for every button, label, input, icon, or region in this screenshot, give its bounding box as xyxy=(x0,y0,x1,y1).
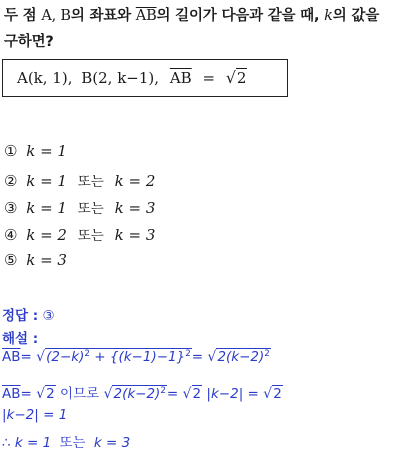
segment-ab: $\overline{AB}$ xyxy=(169,69,192,87)
segment-ab: $\overline{AB}$ xyxy=(2,386,21,402)
solution-line-1 xyxy=(2,349,271,365)
explanation-label: 해설 : xyxy=(2,331,39,347)
choice-3[interactable] xyxy=(4,197,155,217)
question-text: 의 좌표와 xyxy=(70,8,136,24)
sqrt-two: √2 xyxy=(263,386,282,402)
choice-1[interactable] xyxy=(4,142,67,160)
question-line-1 xyxy=(4,4,379,25)
sqrt-term: + {(k−1)−1} xyxy=(89,349,186,365)
sqrt-content: 2 xyxy=(273,386,282,402)
exponent: 2 xyxy=(264,349,270,360)
solution-line-4 xyxy=(2,431,130,451)
sqrt-term: 2(k−2) xyxy=(113,386,161,402)
solution-line-3 xyxy=(2,407,67,423)
equals-sign: = xyxy=(202,69,216,87)
sqrt-simplified: $√2(k-2)^2$ xyxy=(207,349,270,365)
equals-sign: = xyxy=(166,386,179,402)
exponent: 2 xyxy=(160,386,166,397)
sqrt-content: 2 xyxy=(236,69,247,87)
point-a: A(k, 1), xyxy=(17,69,73,87)
choice-expr: k = 3 xyxy=(114,199,156,217)
question-text: 구하면? xyxy=(4,34,54,50)
therefore-symbol: ∴ xyxy=(2,435,15,451)
variable-k: k xyxy=(324,8,333,24)
question-text: 의 값을 xyxy=(332,8,380,24)
solution-value: k = 3 xyxy=(93,435,131,451)
exponent: 2 xyxy=(185,349,191,360)
sqrt-two: √2 xyxy=(36,386,55,402)
equals-sign: = xyxy=(20,386,32,402)
answer-value: ③ xyxy=(42,308,55,324)
segment-ab: $\overline{AB}$ xyxy=(2,349,21,365)
absolute-value: |k−2| = xyxy=(202,386,264,402)
given-box xyxy=(2,59,288,97)
choice-2[interactable] xyxy=(4,170,155,190)
choice-5[interactable] xyxy=(4,251,67,269)
choice-number: ① xyxy=(4,142,18,160)
solution-value: k = 1 xyxy=(14,435,52,451)
question-text: 두 점 xyxy=(4,8,42,24)
choice-number: ② xyxy=(4,172,18,190)
sqrt-squared: $√2(k-2)^2$ xyxy=(103,386,166,402)
choice-4[interactable] xyxy=(4,224,155,244)
question-points: A, B xyxy=(41,8,71,24)
sqrt-two: √2 xyxy=(182,386,202,402)
choice-expr: k = 1 xyxy=(26,199,67,217)
exponent: 2 xyxy=(84,349,90,360)
answer-line xyxy=(2,304,55,324)
sqrt-term: 2(k−2) xyxy=(217,349,265,365)
choice-connector: 또는 xyxy=(77,174,104,190)
choice-expr: k = 2 xyxy=(26,226,67,244)
question-text: 의 길이가 다음과 같을 때, xyxy=(156,8,325,24)
question-line-2 xyxy=(4,30,54,51)
equals-sign: = xyxy=(20,349,32,365)
sqrt-two: √2 xyxy=(225,68,247,87)
sqrt-content: 2 xyxy=(192,386,202,402)
choice-connector: 또는 xyxy=(77,201,104,217)
choice-expr: k = 1 xyxy=(26,172,67,190)
choice-number: ④ xyxy=(4,226,18,244)
solution-word: 또는 xyxy=(59,435,86,451)
solution-line-2 xyxy=(2,382,283,402)
choice-number: ⑤ xyxy=(4,251,18,269)
answer-label: 정답 : xyxy=(2,308,39,324)
explanation-label-line xyxy=(2,327,38,347)
choice-connector: 또는 xyxy=(77,228,104,244)
solution-word: 이므로 xyxy=(55,386,104,402)
sqrt-term: (2−k) xyxy=(46,349,85,365)
segment-ab: $\overline{AB}$ xyxy=(135,8,157,24)
choice-number: ③ xyxy=(4,199,18,217)
sqrt-content: 2 xyxy=(46,386,55,402)
choice-expr: k = 3 xyxy=(26,251,67,269)
choice-expr: k = 3 xyxy=(114,226,156,244)
equals-sign: = xyxy=(191,349,204,365)
absolute-equation: |k−2| = 1 xyxy=(2,407,68,423)
point-b: B(2, k−1), xyxy=(81,69,160,87)
choice-expr: k = 2 xyxy=(114,172,156,190)
sqrt-distance: $√(2-k)^2 + \{(k-1)-1\}^2$ xyxy=(36,349,191,365)
choice-expr: k = 1 xyxy=(26,142,67,160)
